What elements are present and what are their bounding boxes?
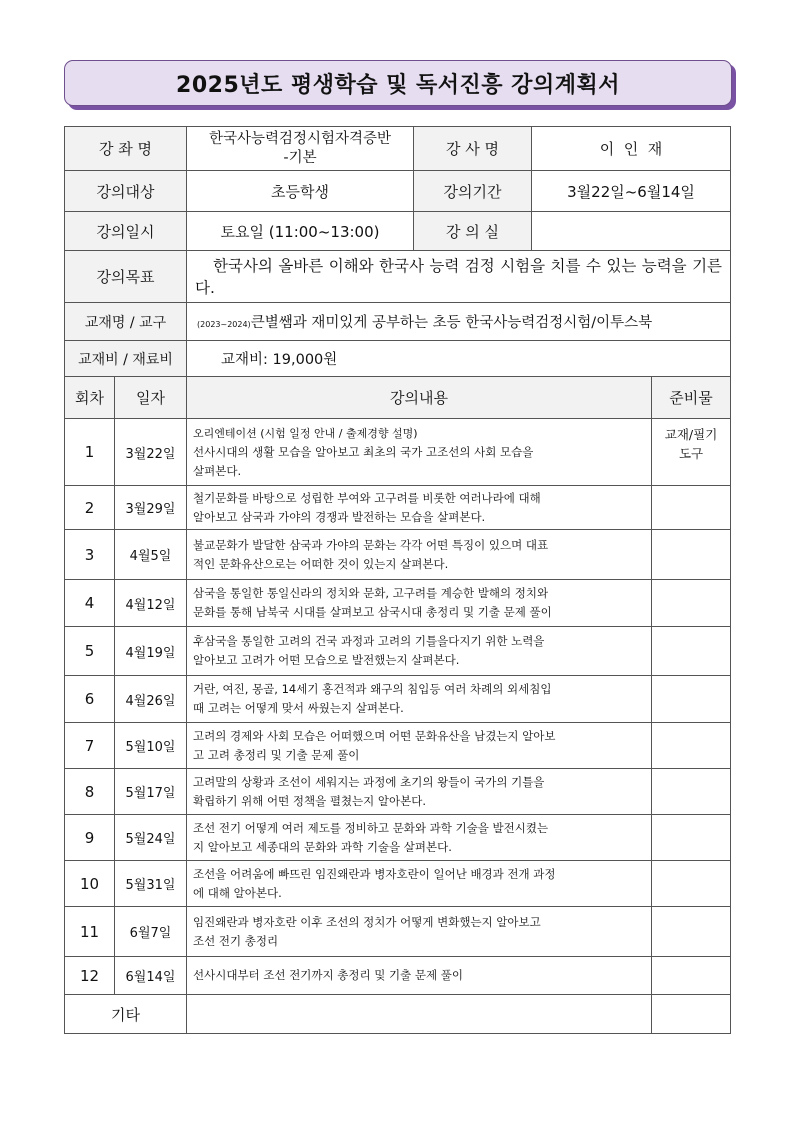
session-row [65, 907, 731, 957]
cost-label: 교재비 / 재료비 [65, 341, 187, 377]
session-prep [652, 627, 731, 676]
schedule-value: 토요일 (11:00~13:00) [187, 212, 414, 251]
goal-label: 강의목표 [65, 251, 187, 303]
session-row [65, 861, 731, 907]
cost-value: 교재비: 19,000원 [187, 341, 731, 377]
instructor-value: 이 인 재 [532, 127, 731, 171]
target-value: 초등학생 [187, 171, 414, 212]
session-content: 오리엔테이션 (시험 일정 안내 / 출제경향 설명) 선사시대의 생활 모습을 알아보고 최초의 국가 고조선의 사회 모습을 살펴본다. [187, 419, 652, 486]
session-row [65, 676, 731, 723]
schedule-label: 강의일시 [65, 212, 187, 251]
session-row [65, 723, 731, 769]
etc-row [65, 995, 731, 1034]
session-row [65, 627, 731, 676]
session-number: 11 [65, 907, 115, 957]
session-number: 4 [65, 580, 115, 627]
session-date: 3월22일 [115, 419, 187, 486]
session-date: 4월26일 [115, 676, 187, 723]
course-row [65, 127, 731, 171]
session-date: 6월14일 [115, 957, 187, 995]
course-value: 한국사능력검정시험자격증반 -기본 [187, 127, 414, 171]
course-label: 강 좌 명 [65, 127, 187, 171]
target-row [65, 171, 731, 212]
session-number: 9 [65, 815, 115, 861]
session-date: 5월24일 [115, 815, 187, 861]
session-prep [652, 676, 731, 723]
session-number: 1 [65, 419, 115, 486]
date-header: 일자 [115, 377, 187, 419]
session-date: 5월17일 [115, 769, 187, 815]
session-header: 회차 [65, 377, 115, 419]
session-row [65, 580, 731, 627]
prep-header: 준비물 [652, 377, 731, 419]
goal-row [65, 251, 731, 303]
session-number: 10 [65, 861, 115, 907]
session-content: 철기문화를 바탕으로 성립한 부여와 고구려를 비롯한 여러나라에 대해 알아보고 삼국과 가야의 경쟁과 발전하는 모습을 살펴본다. [187, 486, 652, 530]
session-prep [652, 957, 731, 995]
session-date: 5월10일 [115, 723, 187, 769]
session-prep [652, 723, 731, 769]
room-value [532, 212, 731, 251]
lecture-plan-table [64, 126, 731, 1034]
session-row [65, 957, 731, 995]
session-row [65, 769, 731, 815]
session-content: 불교문화가 발달한 삼국과 가야의 문화는 각각 어떤 특징이 있으며 대표 적인 문화유산으로는 어떠한 것이 있는지 살펴본다. [187, 530, 652, 580]
textbook-label: 교재명 / 교구 [65, 303, 187, 341]
session-number: 5 [65, 627, 115, 676]
session-row [65, 486, 731, 530]
textbook-edition: (2023~2024) [197, 320, 251, 329]
period-label: 강의기간 [414, 171, 532, 212]
etc-prep [652, 995, 731, 1034]
session-content: 삼국을 통일한 통일신라의 정치와 문화, 고구려를 계승한 발해의 정치와 문화를 통해 남북국 시대를 살펴보고 삼국시대 총정리 및 기출 문제 풀이 [187, 580, 652, 627]
session-content: 조선을 어려움에 빠뜨린 임진왜란과 병자호란이 일어난 배경과 전개 과정 에 대해 알아본다. [187, 861, 652, 907]
session-number: 7 [65, 723, 115, 769]
cost-row [65, 341, 731, 377]
session-row [65, 419, 731, 486]
session-prep [652, 815, 731, 861]
session-date: 6월7일 [115, 907, 187, 957]
session-number: 6 [65, 676, 115, 723]
session-row [65, 530, 731, 580]
schedule-row [65, 212, 731, 251]
session-number: 12 [65, 957, 115, 995]
target-label: 강의대상 [65, 171, 187, 212]
document-title-box [64, 60, 732, 106]
session-prep [652, 530, 731, 580]
session-content: 임진왜란과 병자호란 이후 조선의 정치가 어떻게 변화했는지 알아보고 조선 전기 총정리 [187, 907, 652, 957]
schedule-header-row [65, 377, 731, 419]
period-value: 3월22일~6월14일 [532, 171, 731, 212]
etc-value [187, 995, 652, 1034]
session-date: 4월19일 [115, 627, 187, 676]
session-prep [652, 861, 731, 907]
session-content: 고려의 경제와 사회 모습은 어떠했으며 어떤 문화유산을 남겼는지 알아보 고 고려 총정리 및 기출 문제 풀이 [187, 723, 652, 769]
session-prep [652, 769, 731, 815]
session-number: 3 [65, 530, 115, 580]
textbook-row [65, 303, 731, 341]
session-number: 8 [65, 769, 115, 815]
session-content: 선사시대부터 조선 전기까지 총정리 및 기출 문제 풀이 [187, 957, 652, 995]
session-date: 4월12일 [115, 580, 187, 627]
etc-label: 기타 [65, 995, 187, 1034]
session-prep [652, 580, 731, 627]
session-content: 고려말의 상황과 조선이 세워지는 과정에 초기의 왕들이 국가의 기틀을 확립하기 위해 어떤 정책을 펼쳤는지 알아본다. [187, 769, 652, 815]
session-number: 2 [65, 486, 115, 530]
textbook-value: 큰별쌤과 재미있게 공부하는 초등 한국사능력검정시험/이투스북 [250, 315, 653, 331]
session-date: 4월5일 [115, 530, 187, 580]
session-prep: 교재/필기 도구 [652, 419, 731, 486]
session-content: 조선 전기 어떻게 여러 제도를 정비하고 문화와 과학 기술을 발전시켰는 지 알아보고 세종대의 문화와 과학 기술을 살펴본다. [187, 815, 652, 861]
session-date: 3월29일 [115, 486, 187, 530]
session-prep [652, 486, 731, 530]
session-prep [652, 907, 731, 957]
room-label: 강 의 실 [414, 212, 532, 251]
document-title: 2025년도 평생학습 및 독서진흥 강의계획서 [176, 72, 620, 98]
instructor-label: 강 사 명 [414, 127, 532, 171]
textbook-value-cell [187, 303, 731, 341]
session-content: 후삼국을 통일한 고려의 건국 과정과 고려의 기틀을다지기 위한 노력을 알아보고 고려가 어떤 모습으로 발전했는지 살펴본다. [187, 627, 652, 676]
session-date: 5월31일 [115, 861, 187, 907]
session-row [65, 815, 731, 861]
content-header: 강의내용 [187, 377, 652, 419]
goal-value: 한국사의 올바른 이해와 한국사 능력 검정 시험을 치를 수 있는 능력을 기른다. [187, 251, 731, 303]
session-content: 거란, 여진, 몽골, 14세기 홍건적과 왜구의 침입등 여러 차례의 외세침입 때 고려는 어떻게 맞서 싸웠는지 살펴본다. [187, 676, 652, 723]
